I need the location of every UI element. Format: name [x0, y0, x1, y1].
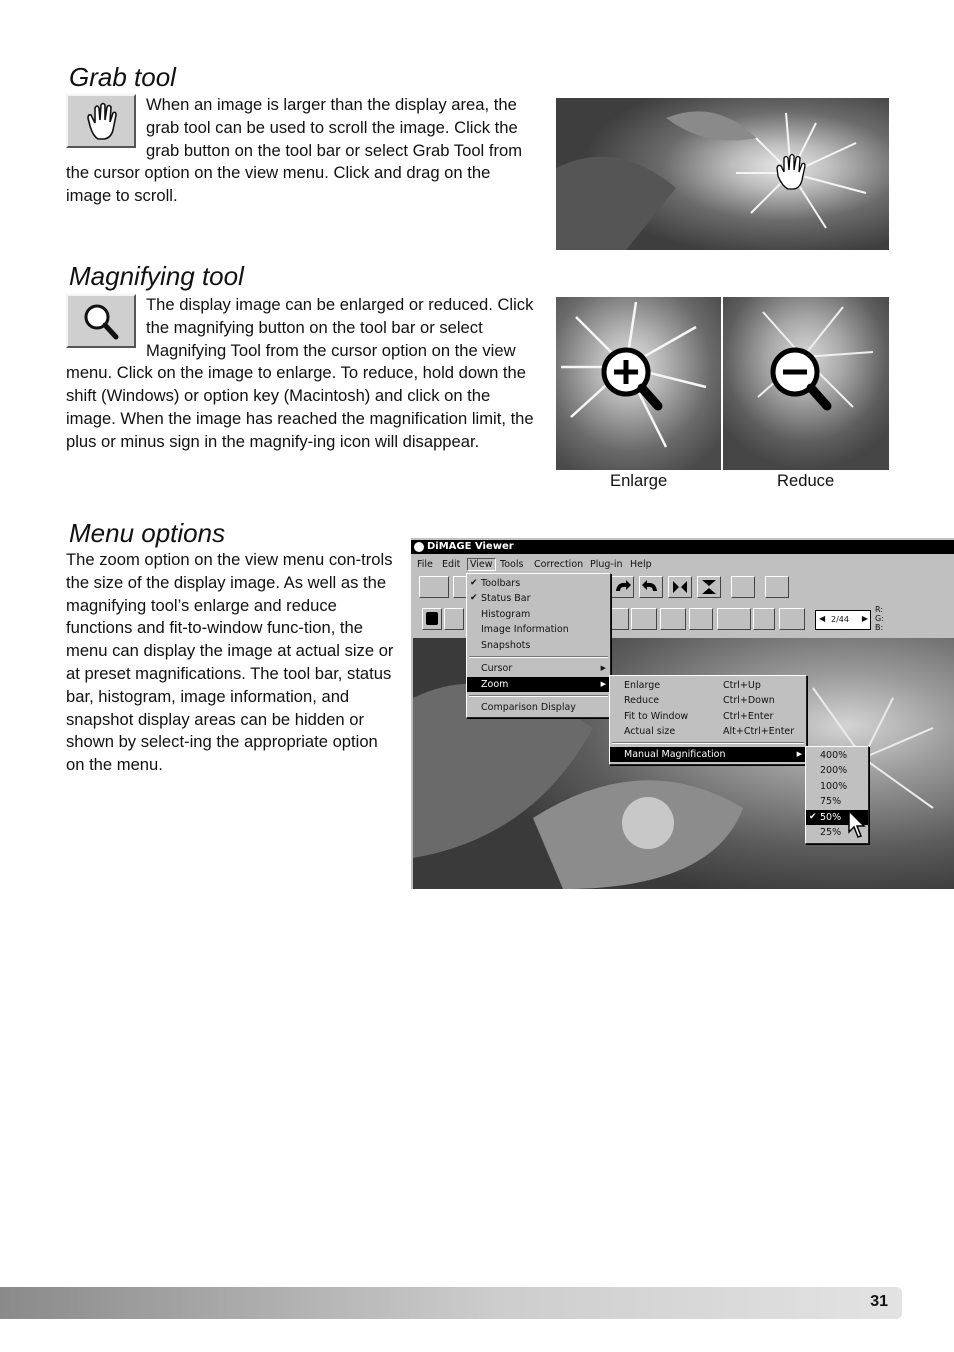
zoom-item-label: Manual Magnification — [624, 749, 726, 760]
window-title: DiMAGE Viewer — [427, 541, 514, 552]
edit-icon[interactable] — [444, 608, 464, 630]
menu-correction[interactable]: Correction — [534, 559, 584, 570]
magnification-label: 200% — [820, 765, 848, 776]
undo-icon[interactable] — [609, 608, 629, 630]
flip-horizontal-icon[interactable] — [668, 576, 692, 598]
zoom-item-manual-magnification[interactable] — [610, 747, 806, 762]
grab-tool-example-photo — [556, 98, 889, 250]
color-correction-icon[interactable] — [731, 576, 755, 598]
window-icon[interactable] — [779, 608, 805, 630]
magnifying-button-icon — [66, 294, 136, 350]
view-menu-item-label: Cursor — [481, 663, 513, 674]
zoom-item-reduce[interactable] — [610, 693, 806, 708]
zoom-item-actual-size[interactable] — [610, 724, 806, 739]
app-icon — [414, 542, 424, 552]
pattern-icon[interactable] — [753, 608, 775, 630]
zoom-item-label: Reduce — [624, 695, 660, 706]
page-footer-bar — [0, 1287, 902, 1319]
menu-file[interactable]: File — [417, 559, 433, 570]
section-heading-grab-tool: Grab tool — [69, 62, 176, 92]
enlarge-caption: Enlarge — [610, 471, 668, 490]
view-menu-item-label: Image Information — [481, 624, 569, 635]
zoom-submenu — [609, 675, 807, 765]
magnification-label: 75% — [820, 796, 842, 807]
view-menu-item-cursor[interactable] — [467, 661, 610, 676]
menu-edit[interactable]: Edit — [442, 559, 461, 570]
save-icon[interactable] — [765, 576, 789, 598]
zoom-item-enlarge[interactable] — [610, 678, 806, 693]
menu-options-text: The zoom option on the view menu con-trols the size of the display image. As well as the magnifying tool’s enlarge and reduce functions and fit-to-window func-tion, the menu can display the image at actual size or at preset magnifications. The tool bar, status bar, histogram, image information, and snapshot display areas can be hidden or shown by select-ing the appropriate option on the menu. — [66, 550, 394, 775]
menu-separator — [469, 656, 608, 658]
view-menu-item-histogram[interactable] — [467, 607, 610, 622]
grab-tool-description — [66, 94, 536, 208]
snapshot-icon[interactable] — [422, 608, 442, 630]
camera-icon[interactable] — [660, 608, 686, 630]
grab-tool-icon[interactable] — [631, 608, 657, 630]
menu-plug-in[interactable]: Plug-in — [590, 559, 623, 570]
magnification-label: 400% — [820, 750, 848, 761]
magnifying-tool-text: The display image can be enlarged or reduced. Click the magnifying button on the tool bar or select Magnifying Tool from the cursor option on the view menu. Click on the image to enlarge. To reduce, hold down the shift (Windows) or option key (Macintosh) and click on the image. When the image has reached the magnification limit, the plus or minus sign in the magnify-ing icon will disappear. — [66, 295, 534, 451]
view-menu-item-label: Histogram — [481, 609, 531, 620]
view-menu-item-label: Comparison Display — [481, 702, 576, 713]
rotate-left-icon[interactable] — [610, 576, 634, 598]
menu-bar — [411, 557, 954, 572]
submenu-arrow-icon: ▶ — [600, 680, 606, 688]
zoom-item-shortcut: Ctrl+Down — [723, 695, 775, 706]
rgb-r-label: R: — [875, 605, 884, 614]
section-heading-magnifying-tool: Magnifying tool — [69, 261, 244, 291]
grab-button-icon — [66, 94, 136, 150]
zoom-item-shortcut: Ctrl+Enter — [723, 711, 774, 722]
rotate-right-icon[interactable] — [639, 576, 663, 598]
menu-separator — [469, 695, 608, 697]
check-icon: ✔ — [470, 593, 478, 603]
reduce-caption: Reduce — [777, 471, 835, 490]
page-number: 31 — [870, 1293, 888, 1310]
dimage-viewer-screenshot — [409, 536, 954, 889]
view-menu-item-toolbars[interactable] — [467, 576, 610, 591]
next-frame-icon[interactable]: ▶ — [861, 614, 868, 623]
prev-frame-icon[interactable]: ◀ — [819, 614, 826, 623]
title-bar — [411, 540, 954, 554]
view-menu-item-label: Snapshots — [481, 640, 531, 651]
zoom-item-fit-to-window[interactable] — [610, 709, 806, 724]
view-menu-item-comparison-display[interactable] — [467, 700, 610, 715]
view-menu-item-label: Status Bar — [481, 593, 531, 604]
thumbnail-view-button[interactable] — [419, 576, 449, 598]
rgb-b-label: B: — [875, 623, 884, 632]
view-menu-item-snapshots[interactable] — [467, 638, 610, 653]
magnification-label: 25% — [820, 827, 842, 838]
enlarge-example-photo — [556, 297, 721, 470]
reduce-example-photo — [723, 297, 889, 470]
magnification-label: 100% — [820, 781, 848, 792]
view-menu-item-zoom[interactable] — [467, 677, 610, 692]
grab-tool-text: When an image is larger than the display area, the grab tool can be used to scroll the image. Click the grab button on the tool bar or select Grab Tool from the cursor option on the view menu. Click and drag on the image to scroll. — [66, 95, 523, 206]
view-menu-item-status-bar[interactable] — [467, 591, 610, 606]
frame-counter: 2/44 — [831, 615, 849, 624]
magnification-400[interactable] — [806, 748, 868, 763]
check-icon: ✔ — [470, 578, 478, 588]
zoom-item-label: Fit to Window — [624, 711, 689, 722]
submenu-arrow-icon: ▶ — [600, 664, 606, 672]
view-menu-item-label: Zoom — [481, 679, 509, 690]
view-menu-item-image-information[interactable] — [467, 622, 610, 637]
layout-dropdown[interactable] — [717, 608, 751, 630]
magnification-200[interactable] — [806, 763, 868, 778]
view-menu-item-label: Toolbars — [481, 578, 521, 589]
magnifying-tool-description — [66, 294, 538, 454]
zoom-item-label: Actual size — [624, 726, 676, 737]
zoom-item-shortcut: Ctrl+Up — [723, 680, 761, 691]
menu-separator — [612, 742, 804, 744]
magnification-label: 50% — [820, 812, 842, 823]
frame-navigator[interactable] — [815, 610, 871, 630]
zoom-item-shortcut: Alt+Ctrl+Enter — [723, 726, 795, 737]
menu-tools[interactable]: Tools — [500, 559, 524, 570]
mouse-pointer-icon — [848, 810, 868, 840]
magnification-75[interactable] — [806, 794, 868, 809]
zoom-item-label: Enlarge — [624, 680, 661, 691]
submenu-arrow-icon: ▶ — [796, 750, 802, 758]
magnification-100[interactable] — [806, 779, 868, 794]
rgb-g-label: G: — [875, 614, 884, 623]
rgb-readout — [875, 605, 884, 632]
section-heading-menu-options: Menu options — [69, 518, 226, 548]
menu-view[interactable]: View — [467, 558, 496, 571]
menu-help[interactable]: Help — [630, 559, 652, 570]
compare-icon[interactable] — [689, 608, 713, 630]
view-menu-dropdown — [466, 573, 611, 718]
check-icon: ✔ — [809, 812, 817, 822]
flip-vertical-icon[interactable] — [697, 576, 721, 598]
